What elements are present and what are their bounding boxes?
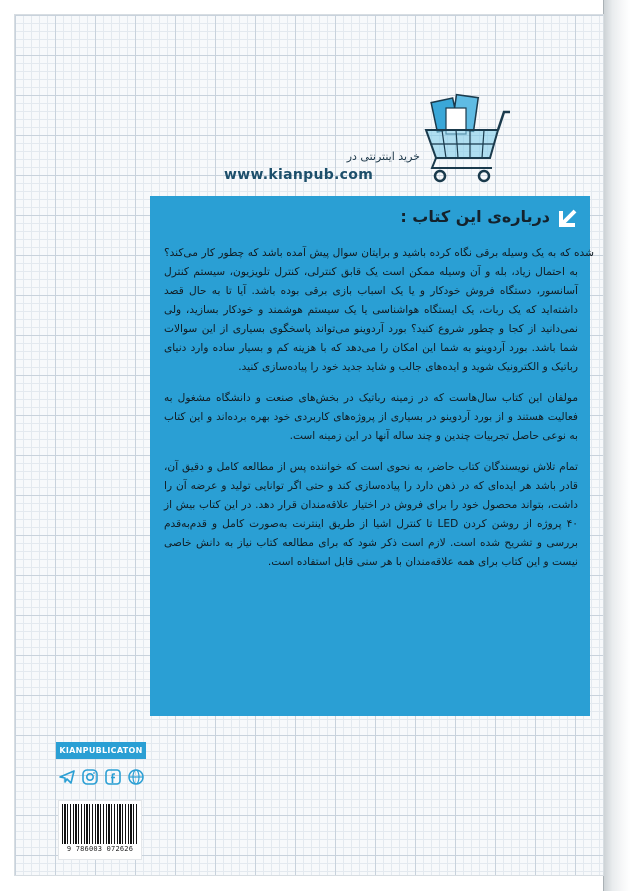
isbn-number: 9 786003 072626 (66, 845, 134, 853)
book-spine-edge (603, 0, 630, 891)
instagram-icon[interactable] (81, 768, 99, 786)
social-icons-row (58, 768, 146, 788)
about-paragraph: تمام تلاش نویسندگان کتاب حاضر، به نحوی است که خواننده پس از مطالعه کامل و دقیق آن، قادر باشد هر ایده‌ای که در ذهن دارد را پیاده‌سازی کند و حتی اگر توانایی تولید و عرضه آن را داشت، بتواند محصول خود را برای فروش در اختیار علاقه‌مندان قرار دهد. در این کتاب بیش از ۴۰ پروژه از روشن کردن LED تا کنترل اشیا از طریق اینترنت به‌صورت کامل و قدم‌به‌قدم بررسی و تشریح شده است. لازم است ذکر شود که برای مطالعه کتاب نیاز به دانش خاصی نیست و این کتاب برای همه علاقه‌مندان با هر سنی قابل استفاده است. (164, 461, 578, 568)
about-paragraph: مولفان این کتاب سال‌هاست که در زمینه رباتیک در بخش‌های صنعت و دانشگاه مشغول به فعالیت هستند و از بورد آردوینو در بسیاری از پروژه‌های کاربردی خود بهره برده‌اند و این کتاب به نوعی حاصل تجربیات چندین و چند ساله آنها در این زمینه است. (164, 392, 578, 442)
publisher-handle-badge: KIANPUBLICATON (56, 742, 146, 759)
telegram-icon[interactable] (58, 768, 76, 786)
facebook-icon[interactable] (104, 768, 122, 786)
about-book-header (150, 196, 590, 240)
shop-url-link[interactable]: www.kianpub.com (224, 167, 374, 183)
web-icon[interactable] (127, 768, 145, 786)
shop-caption: خرید اینترنتی در (346, 150, 420, 163)
about-book-title: درباره‌ی این کتاب : (400, 207, 550, 226)
barcode-bars (62, 804, 138, 844)
arrow-down-left-icon (558, 208, 578, 228)
about-book-text (164, 244, 594, 584)
about-paragraph: شده که به یک وسیله برقی نگاه کرده باشید و برایتان سوال پیش آمده باشد که چطور کار می‌کند؟ به احتمال زیاد، بله و آن وسیله ممکن است یک قابق کنترلی، کنترل تلویزیون، سیستم کنترل آسانسور، دستگاه فروش خودکار و یا یک اسباب بازی برقی بوده باشد. آیا تا به حال قصد داشته‌اید که یک ربات، یک ایستگاه هواشناسی یا یک سیستم هوشمند و خودکار بسازید، ولی نمی‌دانید از کجا و چطور شروع کنید؟ بورد آردوینو می‌تواند پاسخگوی بسیاری از این سوالات شما باشد. بورد آردوینو به شما این امکان را می‌دهد که با هزینه کم و بسیار ساده وارد دنیای رباتیک و الکترونیک شوید و ایده‌های جالب و شاید جدید خود را پیاده‌سازی کنید. (164, 247, 594, 373)
